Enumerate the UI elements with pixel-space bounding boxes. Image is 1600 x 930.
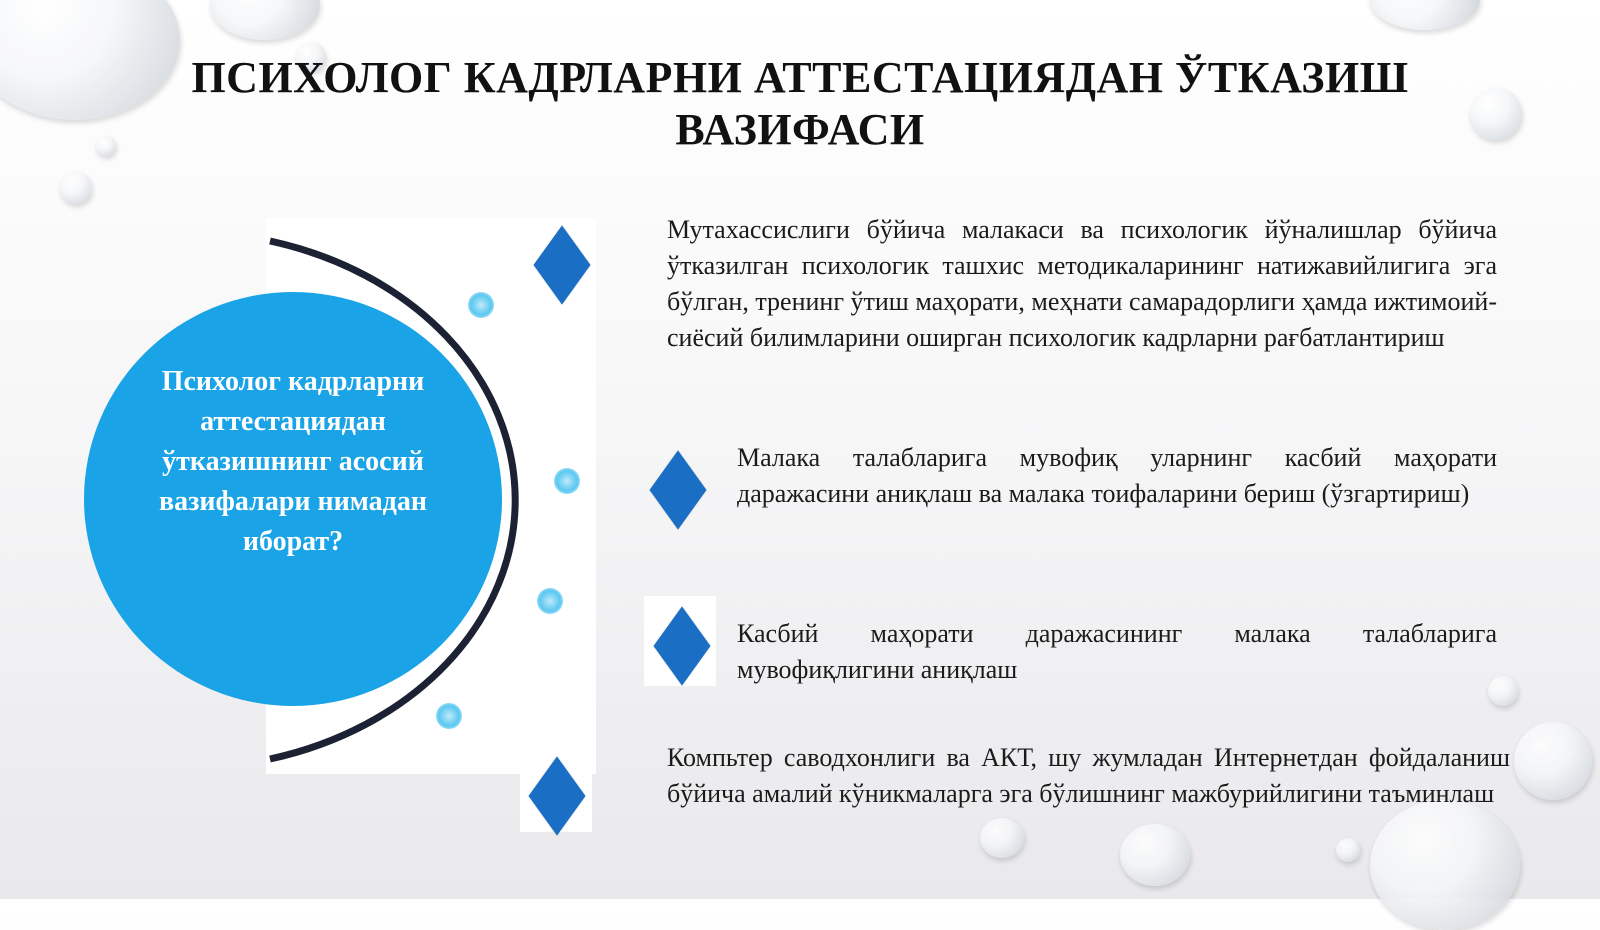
slide-title: ПСИХОЛОГ КАДРЛАРНИ АТТЕСТАЦИЯДАН ЎТКАЗИШ ВАЗИФАСИ: [191, 53, 1409, 154]
arc-node: [436, 703, 462, 729]
item-1-text: Мутахассислиги бўйича малакаси ва психологик йўналишлар бўйича ўтказилган психологик ташхис методикаларининг натижавийлигига эга бўлган, тренинг ўтиш маҳорати, меҳнати самарадорлиги ҳамда ижтимоий-сиёсий билимларини оширган психологик кадрларни рағбатлантириш: [667, 215, 1497, 352]
item-2-text: Малака талабларига мувофиқ уларнинг касбий маҳорати даражасини аниқлаш ва малака тоифаларини бериш (ўзгартириш): [737, 443, 1497, 508]
center-circle-text: Психолог кадрларни аттестациядан ўтказишнинг асосий вазифалари нимадан иборат?: [159, 366, 427, 557]
item-3-text: Касбий маҳорати даражасининг малака талабларига мувофиқлигини аниқлаш: [737, 619, 1497, 684]
arc-node: [537, 588, 563, 614]
item-4-text: Компьтер саводхонлиги ва АКТ, шу жумладан Интернетдан фойдаланиш бўйича амалий кўникмаларга эга бўлишнинг мажбурийлигини таъминлаш: [667, 743, 1510, 808]
arc-node: [554, 468, 580, 494]
arc-node: [468, 292, 494, 318]
